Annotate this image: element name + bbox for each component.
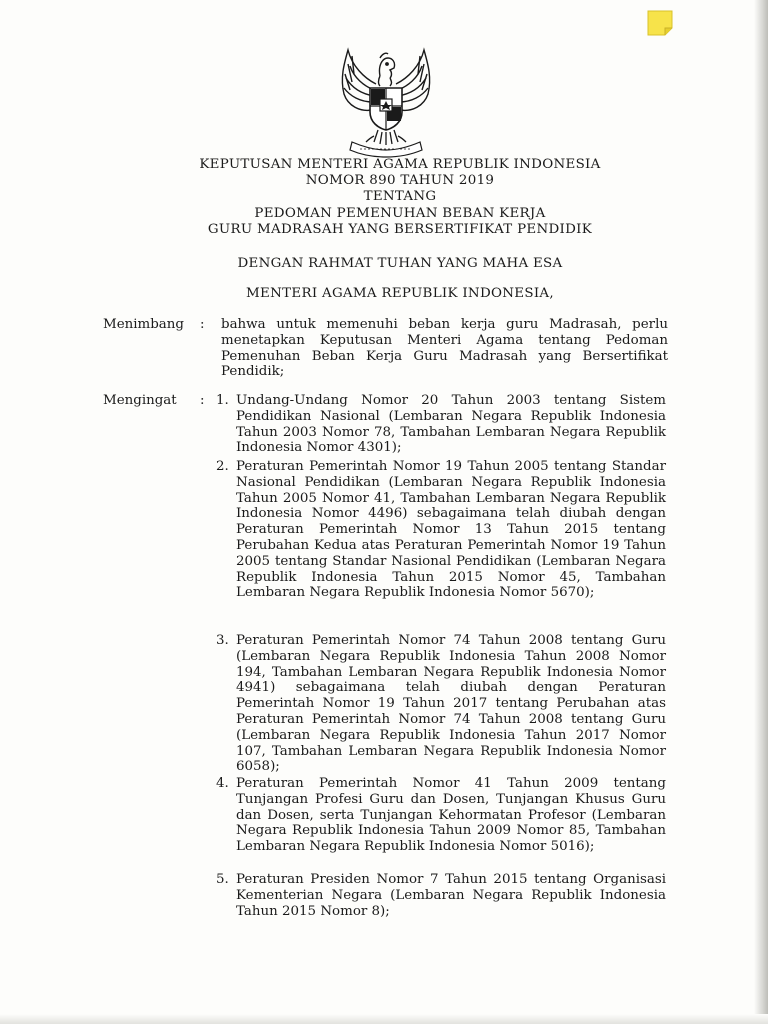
menimbang-colon: : [200,317,205,332]
mengingat-label: Mengingat [103,393,177,408]
decree-subject-line1: PEDOMAN PEMENUHAN BEBAN KERJA [254,206,546,221]
menimbang-text: bahwa untuk memenuhi beban kerja guru Madrasah, perlu menetapkan Keputusan Menteri Agama tentang Pedoman Pemenuhan Beban Kerja Guru Madrasah yang Bersertifikat Pendidik; [221,317,668,380]
issuing-authority: MENTERI AGAMA REPUBLIK INDONESIA, [246,286,554,301]
page-edge-shadow [754,0,768,1024]
decree-title: KEPUTUSAN MENTERI AGAMA REPUBLIK INDONESIA [199,157,601,172]
mengingat-item-text: Peraturan Pemerintah Nomor 74 Tahun 2008 tentang Guru (Lembaran Negara Republik Indonesia Tahun 2008 Nomor 194, Tambahan Lembaran Negara Republik Indonesia Nomor 4941) sebagaimana telah diubah dengan Peraturan Pemerintah Nomor 19 Tahun 2017 tentang Perubahan atas Peraturan Pemerintah Nomor 74 Tahun 2008 tentang Guru (Lembaran Negara Republik Indonesia Tahun 2017 Nomor 107, Tambahan Lembaran Negara Republik Indonesia Nomor 6058); [236,633,666,775]
garuda-emblem-icon [330,44,442,158]
mengingat-item-text: Undang-Undang Nomor 20 Tahun 2003 tentang Sistem Pendidikan Nasional (Lembaran Negara Republik Indonesia Tahun 2003 Nomor 78, Tambahan Lembaran Negara Republik Indonesia Nomor 4301); [236,393,666,456]
mengingat-item-text: Peraturan Presiden Nomor 7 Tahun 2015 tentang Organisasi Kementerian Negara (Lembaran Negara Republik Indonesia Tahun 2015 Nomor 8); [236,872,666,919]
menimbang-label: Menimbang [103,317,184,332]
mengingat-item-number: 3. [216,633,229,648]
invocation: DENGAN RAHMAT TUHAN YANG MAHA ESA [237,256,563,271]
decree-number: NOMOR 890 TAHUN 2019 [305,173,495,188]
mengingat-item-number: 2. [216,459,229,474]
mengingat-colon: : [200,393,205,408]
mengingat-item-number: 5. [216,872,229,887]
decree-tentang: TENTANG [363,189,437,204]
mengingat-item-number: 4. [216,776,229,791]
mengingat-item-text: Peraturan Pemerintah Nomor 19 Tahun 2005 tentang Standar Nasional Pendidikan (Lembaran Negara Republik Indonesia Tahun 2005 Nomor 41, Tambahan Lembaran Negara Republik Indonesia Nomor 4496) sebagaimana telah diubah dengan Peraturan Pemerintah Nomor 13 Tahun 2015 tentang Perubahan Kedua atas Peraturan Pemerintah Nomor 19 Tahun 2005 tentang Standar Nasional Pendidikan (Lembaran Negara Republik Indonesia Tahun 2015 Nomor 45, Tambahan Lembaran Negara Republik Indonesia Nomor 5670); [236,459,666,601]
mengingat-item-text: Peraturan Pemerintah Nomor 41 Tahun 2009 tentang Tunjangan Profesi Guru dan Dosen, Tunjangan Khusus Guru dan Dosen, serta Tunjangan Kehormatan Profesor (Lembaran Negara Republik Indonesia Tahun 2009 Nomor 85, Tambahan Lembaran Negara Republik Indonesia Nomor 5016); [236,776,666,855]
decree-subject-line2: GURU MADRASAH YANG BERSERTIFIKAT PENDIDIK [207,222,593,237]
sticky-note-icon[interactable] [645,8,675,38]
page-bottom-edge [0,1014,768,1024]
mengingat-item-number: 1. [216,393,229,408]
